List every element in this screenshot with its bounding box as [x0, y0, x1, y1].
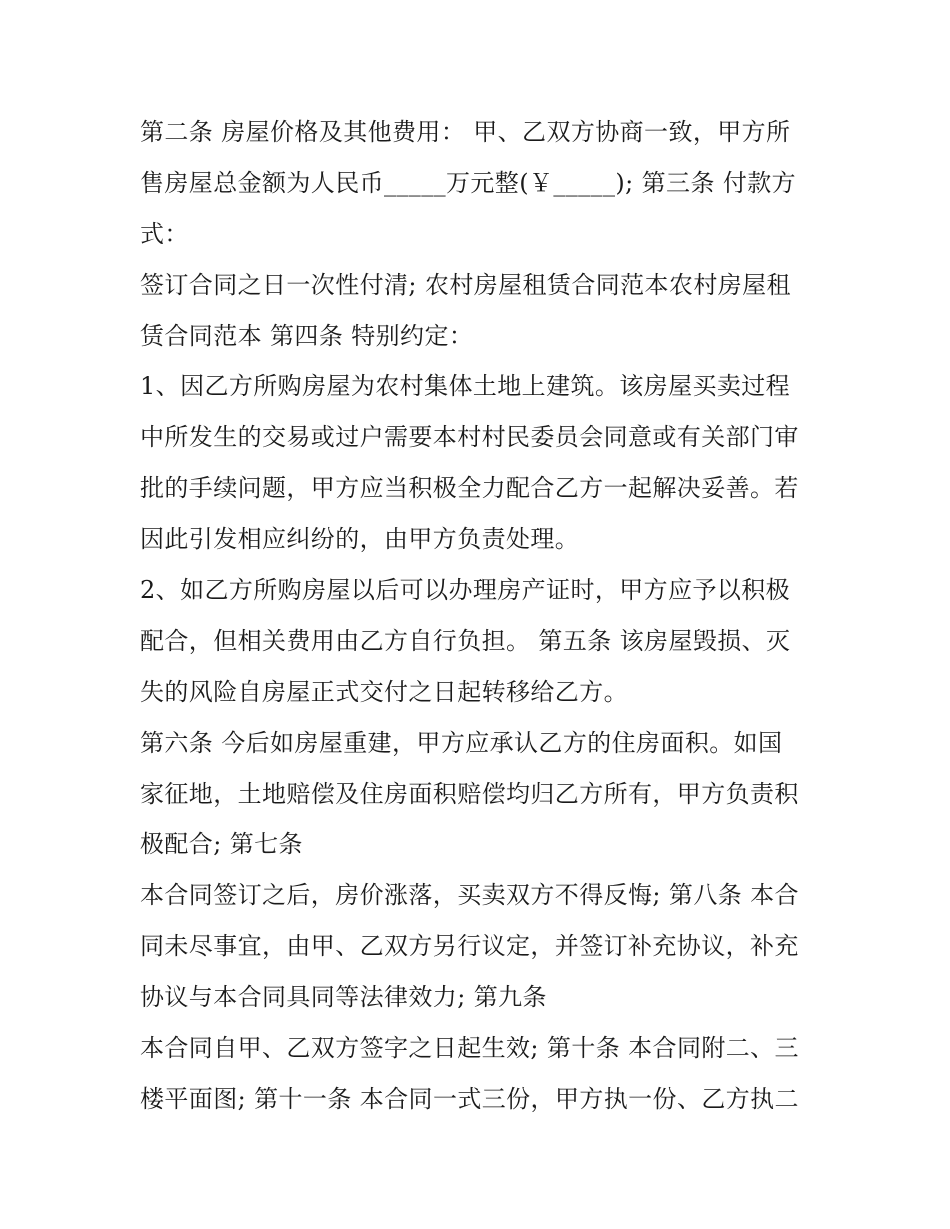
text-line: 批的手续问题，甲方应当积极全力配合乙方一起解决妥善。若: [140, 474, 799, 503]
text-line: 同未尽事宜，由甲、乙双方另行议定，并签订补充协议，补充: [140, 932, 799, 961]
text-line: 式：: [140, 219, 189, 248]
text-line: 1、因乙方所购房屋为农村集体土地上建筑。该房屋买卖过程: [140, 372, 791, 401]
text-line: 配合，但相关费用由乙方自行负担。 第五条 该房屋毁损、灭: [140, 626, 791, 655]
text-line: 签订合同之日一次性付清; 农村房屋租赁合同范本农村房屋租: [140, 270, 791, 299]
text-line: 赁合同范本 第四条 特别约定：: [140, 321, 474, 350]
text-line: 第六条 今后如房屋重建，甲方应承认乙方的住房面积。如国: [140, 728, 783, 757]
text-line: 本合同自甲、乙双方签字之日起生效; 第十条 本合同附二、三: [140, 1034, 799, 1063]
text-line: 中所发生的交易或过户需要本村村民委员会同意或有关部门审: [140, 423, 799, 452]
text-line: 极配合; 第七条: [140, 830, 303, 859]
text-line: 售房屋总金额为人民币_____万元整(￥_____); 第三条 付款方: [140, 168, 797, 197]
text-line: 2、如乙方所购房屋以后可以办理房产证时，甲方应予以积极: [140, 576, 791, 605]
text-line: 家征地，土地赔偿及住房面积赔偿均归乙方所有，甲方负责积: [140, 779, 799, 808]
text-line: 协议与本合同具同等法律效力; 第九条: [140, 983, 547, 1012]
contract-text: [140, 107, 830, 1125]
text-line: 失的风险自房屋正式交付之日起转移给乙方。: [140, 677, 628, 706]
text-line: 楼平面图; 第十一条 本合同一式三份，甲方执一份、乙方执二: [140, 1084, 799, 1113]
text-line: 本合同签订之后，房价涨落，买卖双方不得反悔; 第八条 本合: [140, 881, 799, 910]
text-line: 第二条 房屋价格及其他费用： 甲、乙双方协商一致，甲方所: [140, 118, 791, 146]
text-line: 因此引发相应纠纷的，由甲方负责处理。: [140, 525, 580, 554]
